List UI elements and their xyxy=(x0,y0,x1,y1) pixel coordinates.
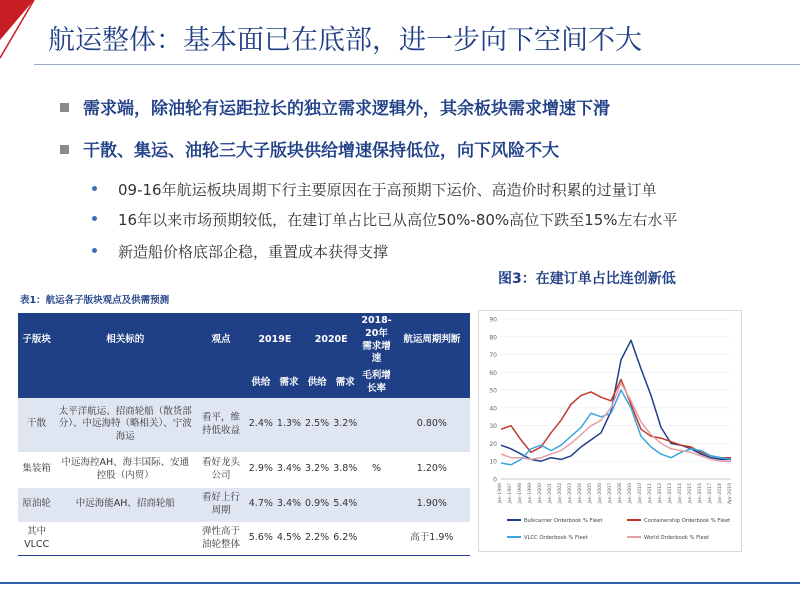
x-tick-label: Jan-2018 xyxy=(718,483,723,504)
cell-value: 3.2% xyxy=(305,463,330,475)
sub-bullet-ship-price: 新造船价格底部企稳，重置成本获得支撑 xyxy=(118,241,388,262)
x-tick-label: Jan-2010 xyxy=(638,483,643,504)
sub-bullet-orders: 09-16年航运板块周期下行主要原因在于高预期下运价、高造价时积累的过量订单 xyxy=(118,179,657,200)
table-row xyxy=(18,452,470,488)
title-divider xyxy=(34,64,800,65)
cell-value: 0.9% xyxy=(305,498,330,510)
x-tick-label: Jan-2009 xyxy=(628,483,633,504)
cell-value: 5.6% xyxy=(248,532,273,544)
col-header: 2018-20年需求增速 xyxy=(359,313,393,368)
sub-bullet-expectations: 16年以来市场预期较低，在建订单占比已从高位50%-80%高位下跌至15%左右水平 xyxy=(118,209,678,230)
x-tick-label: Jan-2004 xyxy=(578,483,583,504)
cell-sector: 原油轮 xyxy=(22,498,51,510)
footer-divider xyxy=(0,582,800,584)
x-tick-label: Jan-1996 xyxy=(498,483,503,504)
col-subheader: 毛利增长率 xyxy=(359,368,393,398)
x-tick-label: Jan-2005 xyxy=(588,483,593,504)
x-tick-label: Jan-2008 xyxy=(618,483,623,504)
x-tick-label: Jan-2015 xyxy=(688,483,693,504)
table-row xyxy=(18,522,470,556)
y-tick-label: 0 xyxy=(493,476,497,484)
bullet-demand: 需求端，除油轮有运距拉长的独立需求逻辑外，其余板块需求增速下滑 xyxy=(60,94,610,119)
x-tick-label: Jan-2013 xyxy=(668,483,673,504)
col-header: 子版块 xyxy=(18,313,55,368)
cell-result: 1.20% xyxy=(416,463,447,475)
x-tick-label: Jan-2002 xyxy=(558,483,563,504)
x-tick-label: Jan-2000 xyxy=(538,483,543,504)
x-tick-label: Jan-2011 xyxy=(648,483,653,504)
legend-label: Containership Orderbook % Fleet xyxy=(644,518,731,524)
cell-result: 1.90% xyxy=(416,498,447,510)
col-header: 观点 xyxy=(195,313,246,368)
cell-value xyxy=(359,398,393,452)
square-bullet-icon xyxy=(60,145,69,154)
orderbook-line-chart xyxy=(478,310,742,552)
cell-view: 弹性高于油轮整体 xyxy=(202,525,241,550)
y-tick-label: 20 xyxy=(489,440,497,448)
cell-result: 0.80% xyxy=(416,418,447,430)
x-tick-label: Jan-2003 xyxy=(568,483,573,504)
square-bullet-icon xyxy=(60,103,69,112)
cell-view: 看平，维持低收益 xyxy=(202,412,241,436)
y-tick-label: 90 xyxy=(489,316,497,324)
slide-title: 航运整体：基本面已在底部，进一步向下空间不大 xyxy=(48,25,642,56)
y-tick-label: 70 xyxy=(489,352,497,360)
cell-targets: 中远海能AH、招商轮船 xyxy=(75,498,175,510)
legend-label: Bulkcarrier Orderbook % Fleet xyxy=(524,518,603,524)
x-tick-label: Jan-1997 xyxy=(508,483,513,504)
cell-view: 看好上行周期 xyxy=(202,492,241,516)
corner-accent xyxy=(0,0,42,60)
cell-targets: 中远海控AH、海丰国际、安通控股（内贸） xyxy=(61,457,190,481)
dot-bullet-icon xyxy=(92,248,97,253)
col-header: 航运周期判断 xyxy=(394,313,470,368)
x-tick-label: Jan-1998 xyxy=(518,483,523,504)
x-tick-label: Jan-2001 xyxy=(548,483,553,504)
cell-value: 5.4% xyxy=(333,498,358,510)
col-subheader: 供给 xyxy=(303,368,331,398)
y-tick-label: 60 xyxy=(489,369,497,377)
y-tick-label: 50 xyxy=(489,387,497,395)
cell-value: 4.7% xyxy=(248,498,273,510)
cell-value: 2.4% xyxy=(248,418,273,430)
x-tick-label: Jan-2007 xyxy=(608,483,613,504)
bullet-supply: 干散、集运、油轮三大子版块供给增速保持低位，向下风险不大 xyxy=(60,136,559,161)
y-tick-label: 40 xyxy=(489,405,497,413)
cell-value: 3.2% xyxy=(333,418,358,430)
x-tick-label: Jan-2006 xyxy=(598,483,603,504)
x-tick-label: Jan-2017 xyxy=(708,483,713,504)
col-subheader: 需求 xyxy=(275,368,303,398)
cell-sector: 干散 xyxy=(27,418,47,430)
x-tick-label: Jan-2014 xyxy=(678,483,683,504)
cell-value: 4.5% xyxy=(276,532,302,544)
cell-value xyxy=(359,488,393,522)
y-tick-label: 10 xyxy=(489,458,497,466)
legend-label: World Orderbook % Fleet xyxy=(644,535,709,541)
figure-caption: 图3：在建订单占比连创新低 xyxy=(498,271,676,287)
col-header: 相关标的 xyxy=(55,313,195,368)
cell-targets: 太平洋航运、招商轮船（散货部分）、中远海特（略相关）、宁波海运 xyxy=(58,405,192,443)
y-tick-label: 30 xyxy=(489,423,497,431)
col-subheader: 需求 xyxy=(331,368,359,398)
cell-value xyxy=(359,522,393,556)
x-tick-label: Apr-2019 xyxy=(728,483,733,505)
table-subheader-row xyxy=(18,368,470,398)
col-header: 2020E xyxy=(303,313,359,368)
cell-value: 3.4% xyxy=(276,498,302,510)
cell-targets xyxy=(55,522,195,556)
dot-bullet-icon xyxy=(92,186,97,191)
series-line xyxy=(501,379,731,457)
cell-value: 1.3% xyxy=(276,418,302,430)
x-tick-label: Jan-2016 xyxy=(698,483,703,504)
cell-sector: 集装箱 xyxy=(22,463,51,475)
legend-label: VLCC Orderbook % Fleet xyxy=(524,535,588,541)
cell-value: 3.8% xyxy=(333,463,358,475)
table-row xyxy=(18,488,470,522)
cell-sector: 其中VLCC xyxy=(24,525,50,550)
x-tick-label: Jan-2012 xyxy=(658,483,663,504)
dot-bullet-icon xyxy=(92,216,97,221)
table-header-row xyxy=(18,313,470,368)
y-tick-label: 80 xyxy=(489,334,497,342)
x-tick-label: Jan-1999 xyxy=(528,483,533,504)
sector-forecast-table xyxy=(18,313,470,556)
cell-value: 2.9% xyxy=(248,463,273,475)
cell-value: % xyxy=(372,463,382,475)
table-caption: 表1：航运各子版块观点及供需预测 xyxy=(20,295,170,306)
col-header: 2019E xyxy=(247,313,303,368)
cell-value: 6.2% xyxy=(333,532,358,544)
cell-value: 2.2% xyxy=(305,532,330,544)
table-row xyxy=(18,398,470,452)
cell-value: 2.5% xyxy=(305,418,330,430)
cell-value: 3.4% xyxy=(276,463,302,475)
cell-result: 高于1.9% xyxy=(410,532,454,544)
cell-view: 看好龙头公司 xyxy=(202,457,241,481)
col-subheader: 供给 xyxy=(247,368,275,398)
